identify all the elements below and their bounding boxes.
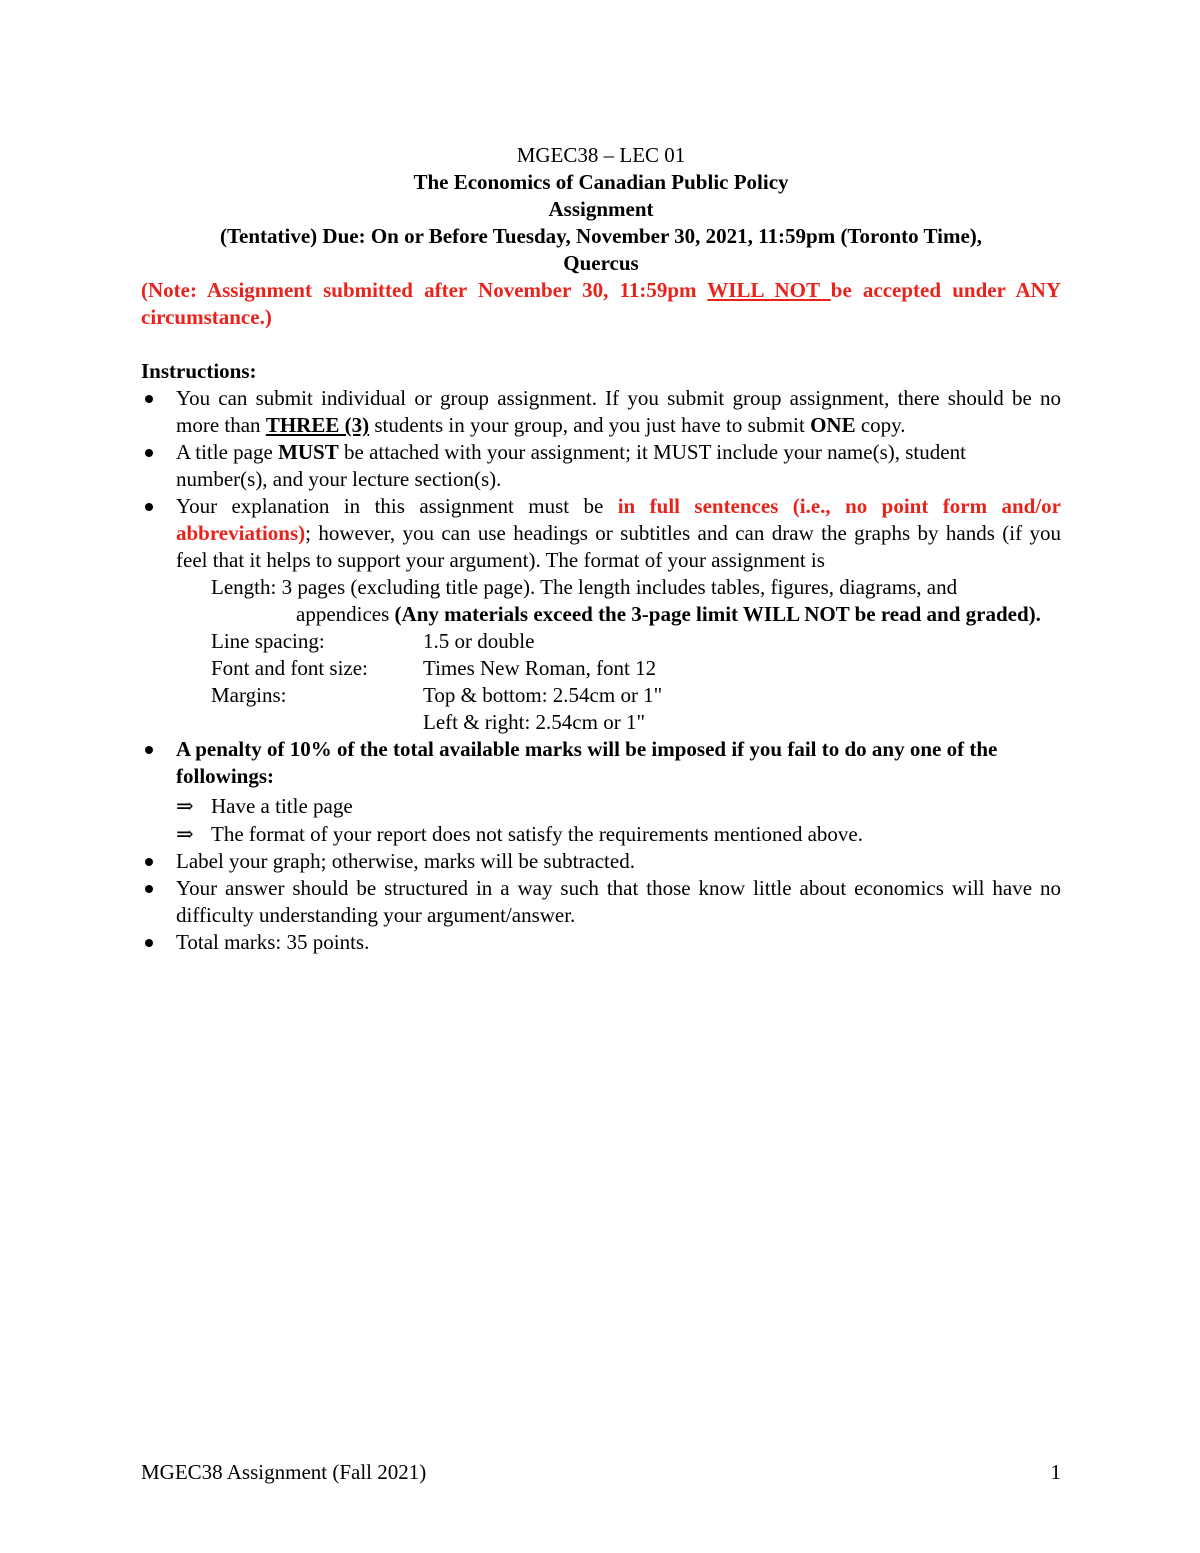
penalty-statement: A penalty of 10% of the total available marks will be imposed if you fail to do any one of the followings: — [176, 737, 998, 788]
page-limit-warning: (Any materials exceed the 3-page limit WILL NOT be read and graded). — [394, 602, 1041, 626]
footer-title: MGEC38 Assignment (Fall 2021) — [141, 1460, 427, 1484]
format-row-line-spacing — [176, 628, 1061, 655]
format-value: Left & right: 2.54cm or 1" — [423, 710, 646, 734]
page-footer — [141, 1459, 1061, 1486]
length-spec — [141, 574, 1061, 628]
penalty-conditions — [176, 793, 1061, 848]
bullet-text: ; however, you can use headings or subtitles and can draw the graphs by hands (if you feel that it helps to support your argument). The format of your assignment is — [176, 521, 1061, 572]
bullet-text: students in your group, and you just have to submit — [369, 413, 811, 437]
format-spec — [141, 574, 1061, 736]
penalty-condition: The format of your report does not satisfy the requirements mentioned above. — [211, 822, 863, 846]
length-text: 3 pages (excluding title page). The length includes tables, figures, diagrams, and — [276, 575, 958, 599]
format-label: Margins: — [211, 683, 287, 707]
format-row-margins — [176, 682, 1061, 709]
due-date: (Tentative) Due: On or Before Tuesday, November 30, 2021, 11:59pm (Toronto Time), — [219, 224, 983, 248]
list-item — [141, 736, 1061, 848]
format-value: Top & bottom: 2.54cm or 1" — [423, 683, 663, 707]
length-cont-text: appendices — [296, 602, 395, 626]
right-double-arrow-icon: ⇒ — [176, 794, 194, 818]
total-marks: Total marks: 35 points. — [176, 930, 370, 954]
bullet-icon — [145, 746, 153, 754]
note-underlined-text: WILL NOT — [707, 278, 831, 302]
instructions-heading: Instructions: — [141, 359, 257, 383]
list-item — [141, 848, 1061, 875]
instructions-list-continued — [141, 736, 1061, 956]
length-line — [211, 574, 1061, 601]
full-sentences-requirement: in full sentences (i.e., no point form and/or abbreviations) — [176, 494, 1061, 545]
list-item — [141, 493, 1061, 574]
bullet-icon — [145, 939, 153, 947]
bullet-text: Your explanation in this assignment must be — [176, 494, 618, 518]
note-text-before: (Note: Assignment submitted after November 30, 11:59pm — [141, 278, 708, 302]
note-text-after: be accepted under ANY circumstance.) — [141, 278, 1061, 329]
bullet-text: copy. — [855, 413, 906, 437]
late-submission-note — [141, 277, 1061, 331]
instructions-list — [141, 385, 1061, 574]
list-item — [141, 385, 1061, 439]
length-continuation — [211, 601, 1061, 628]
bullet-icon — [145, 858, 153, 866]
list-item — [141, 929, 1061, 956]
list-item — [176, 821, 1061, 848]
bullet-icon — [145, 885, 153, 893]
format-value: Times New Roman, font 12 — [423, 656, 657, 680]
bullet-text: Label your graph; otherwise, marks will be subtracted. — [176, 849, 635, 873]
bullet-text: be attached with your assignment; it MUST include your name(s), student number(s), and your lecture section(s). — [176, 440, 966, 491]
right-double-arrow-icon: ⇒ — [176, 822, 194, 846]
format-label: Line spacing: — [211, 629, 325, 653]
emphasis-must: MUST — [278, 440, 339, 464]
list-item — [141, 875, 1061, 929]
format-value: 1.5 or double — [423, 629, 535, 653]
bullet-text: A title page — [176, 440, 279, 464]
bullet-text: Your answer should be structured in a way such that those know little about economics will have no difficulty understanding your argument/answer. — [176, 876, 1061, 927]
page-content — [141, 142, 1061, 956]
bullet-icon — [145, 395, 153, 403]
format-row-margins-lr — [176, 709, 1061, 736]
list-item — [141, 439, 1061, 493]
course-code: MGEC38 – LEC 01 — [516, 143, 686, 167]
course-title: The Economics of Canadian Public Policy — [413, 170, 789, 194]
bullet-text: You can submit individual or group assignment. If you submit group assignment, there should be no more than — [176, 386, 1061, 437]
format-row-font — [176, 655, 1061, 682]
submission-platform: Quercus — [563, 251, 639, 275]
document-header — [141, 142, 1061, 277]
penalty-condition: Have a title page — [211, 794, 353, 818]
document-type: Assignment — [548, 197, 654, 221]
length-label: Length: — [211, 575, 277, 599]
copy-count: ONE — [810, 413, 856, 437]
bullet-icon — [145, 449, 153, 457]
format-label: Font and font size: — [211, 656, 368, 680]
list-item — [176, 793, 1061, 820]
page-number: 1 — [1050, 1460, 1061, 1484]
spacer — [141, 331, 1061, 358]
bullet-icon — [145, 503, 153, 511]
group-size-limit: THREE (3) — [265, 413, 370, 437]
